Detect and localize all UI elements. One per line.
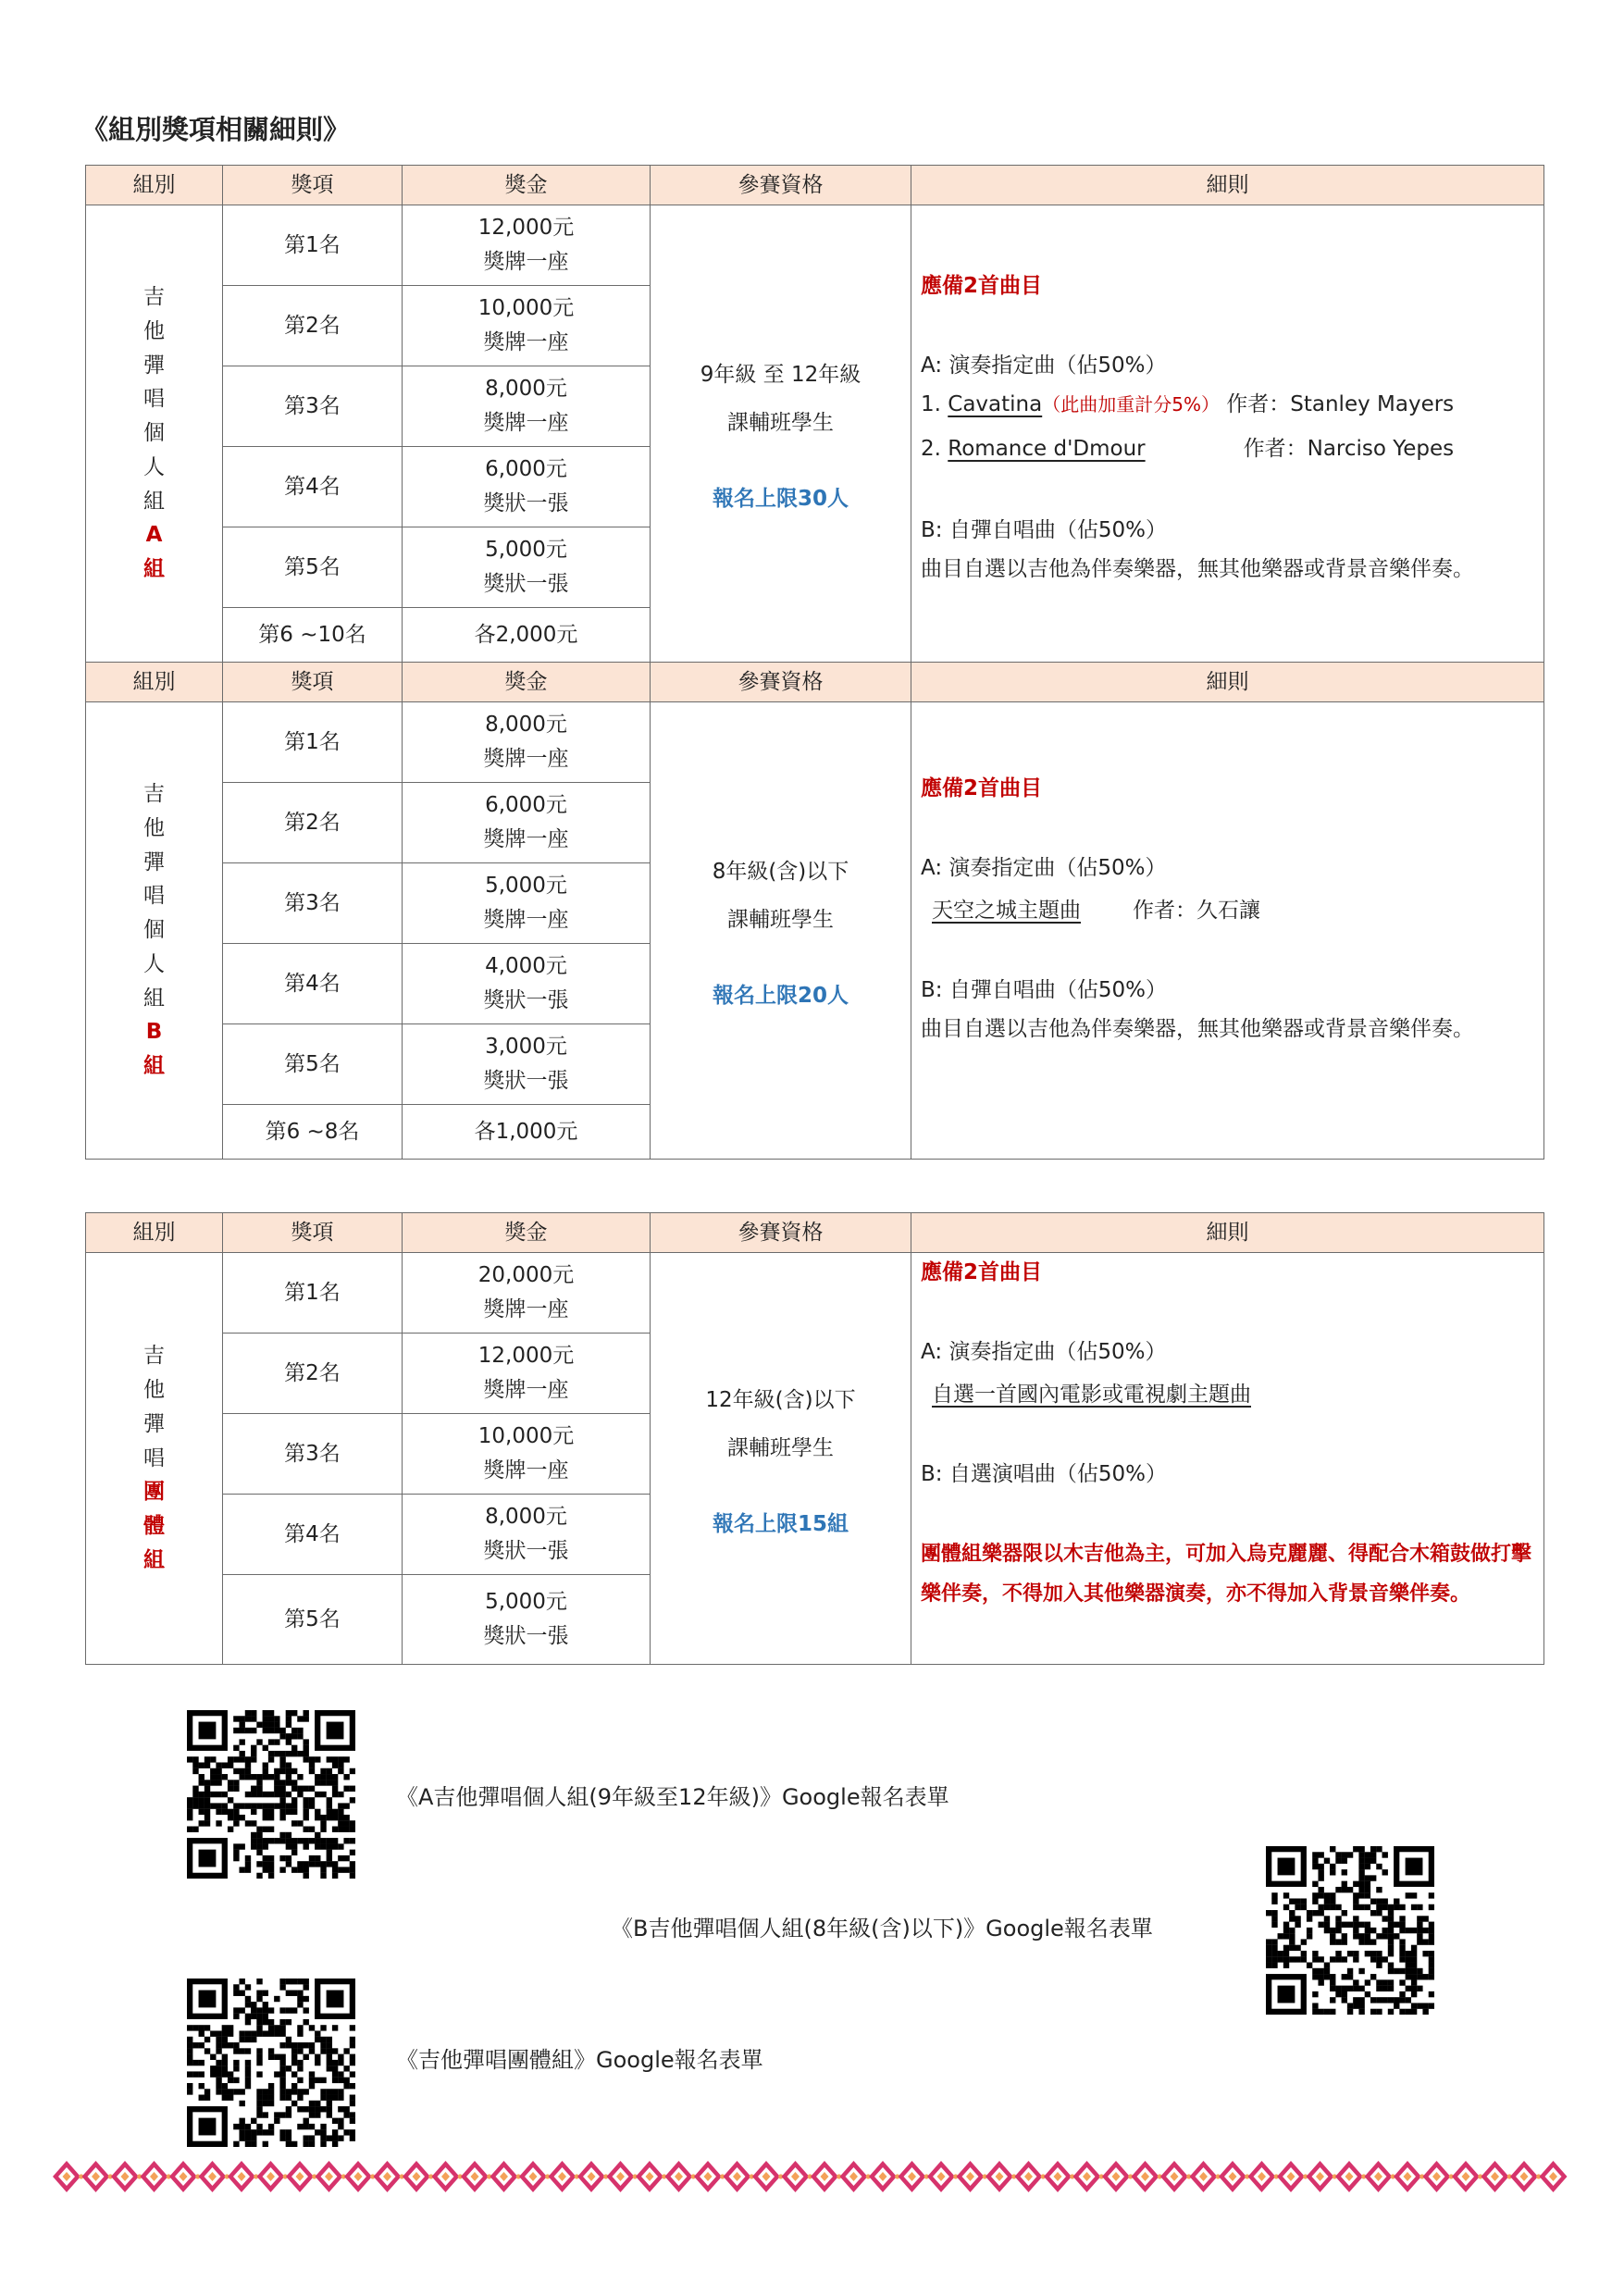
award-rank: 第5名 [223,527,403,608]
group-char: 他 [143,1378,165,1402]
details-note: 團體組樂器限以木吉他為主，可加入烏克麗麗、得配合木箱鼓做打擊樂伴奏，不得加入其他樂器演奏，亦不得加入背景音樂伴奏。 [921,1543,1532,1606]
group-char: 彈 [143,353,165,378]
prize-money: 5,000元 [485,874,567,899]
details-song-1: 1. Cavatina（此曲加重計分5%） 作者：Stanley Mayers [921,392,1455,416]
award-rank: 第1名 [223,205,403,286]
prize-money: 20,000元 [477,1263,575,1288]
award-rank: 第4名 [223,447,403,527]
award-rank: 第4名 [223,1495,403,1575]
prize-cell [403,447,651,527]
eligibility-grade: 8年級(含)以下 [712,860,849,885]
details-song: 天空之城主題曲 作者：久石讓 [932,899,1260,923]
form-link-a[interactable]: 《A吉他彈唱個人組(9年級至12年級)》Google報名表單 [396,1784,949,1810]
prize-cell [403,527,651,608]
prize-item: 獎狀一張 [483,988,569,1012]
prize-item: 獎牌一座 [483,747,569,771]
award-rank: 第1名 [223,702,403,783]
prize-money: 3,000元 [485,1035,567,1060]
form-link-b[interactable]: 《B吉他彈唱個人組(8年級(含)以下)》Google報名表單 [611,1916,1153,1941]
eligibility-type: 課輔班學生 [727,411,834,436]
awards-table-group [85,1212,1544,1665]
prize-item: 獎牌一座 [483,908,569,932]
group-char: 團 [143,1480,165,1505]
details-song-2: 2. Romance d'Dmour 作者：Narciso Yepes [921,437,1455,461]
details-song: 自選一首國內電影或電視劇主題曲 [932,1383,1251,1407]
group-char: 唱 [143,1445,165,1470]
prize-money: 各1,000元 [403,1105,651,1160]
details-cell [911,1253,1544,1665]
group-name-cell [86,702,223,1160]
prize-cell [403,863,651,944]
prize-money: 6,000元 [485,457,567,482]
header-prize: 獎金 [403,663,651,702]
details-part-a: A: 演奏指定曲（佔50%） [921,856,1167,880]
header-award: 獎項 [223,166,403,205]
award-rank: 第1名 [223,1253,403,1334]
header-eligibility: 參賽資格 [651,663,911,702]
prize-item: 獎牌一座 [483,411,569,435]
eligibility-grade: 12年級(含)以下 [705,1387,856,1412]
prize-item: 獎牌一座 [483,1458,569,1482]
quota-label: 報名上限15組 [712,1511,849,1536]
prize-item: 獎牌一座 [483,1378,569,1402]
prize-money: 8,000元 [485,377,567,402]
award-rank: 第2名 [223,286,403,366]
group-char: 彈 [143,1411,165,1436]
group-char: 組 [143,986,165,1011]
award-rank: 第3名 [223,366,403,447]
group-char: 組 [143,1054,165,1079]
prize-money: 5,000元 [485,1590,567,1615]
header-details: 細則 [911,663,1544,702]
prize-cell [403,944,651,1024]
group-char: 他 [143,815,165,840]
group-char: A [145,523,163,548]
prize-cell [403,366,651,447]
eligibility-cell [651,1253,911,1665]
form-link-group[interactable]: 《吉他彈唱團體組》Google報名表單 [396,2047,763,2073]
header-details: 細則 [911,166,1544,205]
prize-money: 10,000元 [477,1424,575,1449]
header-group: 組別 [86,663,223,702]
prize-cell [403,702,651,783]
prize-cell [403,1414,651,1495]
prize-cell [403,205,651,286]
details-part-a: A: 演奏指定曲（佔50%） [921,1340,1167,1364]
details-need: 應備2首曲目 [921,776,1043,800]
details-part-b-note: 曲目自選以吉他為伴奏樂器，無其他樂器或背景音樂伴奏。 [921,557,1474,581]
award-rank: 第5名 [223,1575,403,1665]
prize-money: 8,000元 [485,713,567,738]
award-rank: 第2名 [223,1334,403,1414]
group-name-cell [86,205,223,663]
prize-money: 10,000元 [477,296,575,321]
group-char: 吉 [143,1344,165,1369]
prize-item: 獎狀一張 [483,491,569,515]
header-details: 細則 [911,1213,1544,1253]
group-char: 唱 [143,884,165,909]
award-rank: 第2名 [223,783,403,863]
header-group: 組別 [86,1213,223,1253]
decorative-pattern-border [52,2158,1571,2195]
eligibility-type: 課輔班學生 [727,908,834,933]
group-char: 他 [143,318,165,343]
prize-money: 5,000元 [485,538,567,563]
group-name-cell [86,1253,223,1665]
prize-item: 獎牌一座 [483,827,569,851]
header-award: 獎項 [223,663,403,702]
prize-money: 8,000元 [485,1505,567,1530]
award-rank: 第5名 [223,1024,403,1105]
group-char: 個 [143,918,165,943]
details-need: 應備2首曲目 [921,1260,1043,1284]
group-char: B [145,1020,163,1045]
group-char: 唱 [143,387,165,412]
prize-cell [403,1495,651,1575]
group-char: 人 [143,454,165,479]
header-prize: 獎金 [403,1213,651,1253]
group-char: 吉 [143,284,165,309]
prize-item: 獎狀一張 [483,1624,569,1648]
details-need: 應備2首曲目 [921,274,1043,298]
prize-money: 6,000元 [485,793,567,818]
quota-label: 報名上限20人 [712,984,849,1009]
qr-code-icon[interactable] [1266,1846,1434,2015]
group-char: 組 [143,1547,165,1572]
details-part-b: B: 自彈自唱曲（佔50%） [921,978,1167,1002]
prize-cell [403,1024,651,1105]
prize-cell [403,1253,651,1334]
group-char: 人 [143,951,165,976]
qr-code-icon[interactable] [187,1979,355,2147]
eligibility-grade: 9年級 至 12年級 [700,363,862,388]
header-group: 組別 [86,166,223,205]
header-eligibility: 參賽資格 [651,1213,911,1253]
prize-item: 獎狀一張 [483,1069,569,1093]
group-char: 個 [143,421,165,446]
qr-code-icon[interactable] [187,1710,355,1879]
eligibility-type: 課輔班學生 [727,1435,834,1460]
prize-item: 獎狀一張 [483,572,569,596]
group-char: 體 [143,1514,165,1539]
prize-money: 4,000元 [485,954,567,979]
header-award: 獎項 [223,1213,403,1253]
prize-cell [403,286,651,366]
award-rank: 第4名 [223,944,403,1024]
prize-money: 各2,000元 [403,608,651,663]
prize-item: 獎牌一座 [483,250,569,274]
header-prize: 獎金 [403,166,651,205]
group-char: 組 [143,489,165,514]
details-part-b: B: 自彈自唱曲（佔50%） [921,518,1167,542]
details-cell [911,702,1544,1160]
award-rank: 第6 ~8名 [223,1105,403,1160]
prize-money: 12,000元 [477,216,575,241]
prize-item: 獎牌一座 [483,1297,569,1321]
prize-cell [403,783,651,863]
prize-money: 12,000元 [477,1344,575,1369]
prize-item: 獎牌一座 [483,330,569,354]
header-eligibility: 參賽資格 [651,166,911,205]
group-char: 吉 [143,781,165,806]
eligibility-cell [651,702,911,1160]
award-rank: 第6 ~10名 [223,608,403,663]
group-char: 彈 [143,850,165,875]
eligibility-cell [651,205,911,663]
page-title: 《組別獎項相關細則》 [81,114,351,145]
details-part-b: B: 自選演唱曲（佔50%） [921,1462,1167,1486]
details-cell [911,205,1544,663]
award-rank: 第3名 [223,863,403,944]
group-char: 組 [143,557,165,582]
prize-cell [403,1334,651,1414]
details-part-b-note: 曲目自選以吉他為伴奏樂器，無其他樂器或背景音樂伴奏。 [921,1017,1474,1041]
awards-table-a [85,165,1544,1160]
prize-item: 獎狀一張 [483,1539,569,1563]
quota-label: 報名上限30人 [712,487,849,512]
details-part-a: A: 演奏指定曲（佔50%） [921,354,1167,378]
prize-cell [403,1575,651,1665]
award-rank: 第3名 [223,1414,403,1495]
